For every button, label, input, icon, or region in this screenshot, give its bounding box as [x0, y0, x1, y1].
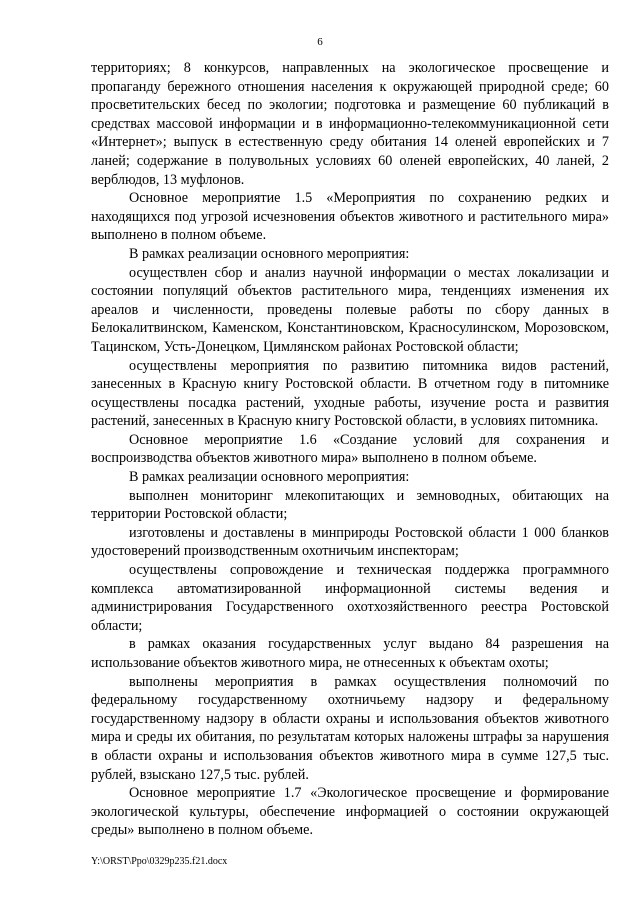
paragraph-monitoring: выполнен мониторинг млекопитающих и земноводных, обитающих на территории Ростовской области;: [91, 487, 609, 523]
footer-file-path: Y:\ORST\Ppo\0329p235.f21.docx: [91, 856, 228, 867]
paragraph-blank-forms: изготовлены и доставлены в минприроды Ростовской области 1 000 бланков удостоверений производственным охотничьим инспекторам;: [91, 524, 609, 560]
paragraph-supervision: выполнены мероприятия в рамках осуществления полномочий по федеральному государственному охотничьему надзору и федеральному государственному надзору в области охраны и использования объектов животного мира и среды их обитания, по результатам которых наложены штрафы за нарушения в области охраны и использования объектов животного мира в сумме 127,5 тыс. рублей, взыскано 127,5 тыс. рублей.: [91, 673, 609, 783]
paragraph-permits: в рамках оказания государственных услуг выдано 84 разрешения на использование объектов животного мира, не отнесенных к объектам охоты;: [91, 636, 609, 671]
paragraph-software-support: осуществлены сопровождение и техническая поддержка программного комплекса автоматизированной информационной системы ведения и администрирования Государственного охотхозяйственного реестра Ростовской области;: [91, 562, 609, 634]
paragraph-measure-1-7: Основное мероприятие 1.7 «Экологическое просвещение и формирование экологической культуры, обеспечение информацией о состоянии окружающей среды» выполнено в полном объеме.: [91, 785, 609, 839]
paragraph-implementation-intro: В рамках реализации основного мероприятия:: [129, 245, 410, 262]
document-body: [91, 59, 609, 840]
paragraph-implementation-intro-2: В рамках реализации основного мероприятия:: [129, 469, 410, 486]
page-number: 6: [317, 36, 323, 48]
paragraph-measure-1-5: Основное мероприятие 1.5 «Мероприятия по сохранению редких и находящихся под угрозой исчезновения объектов животного и растительного мира» выполнено в полном объеме.: [91, 190, 609, 244]
paragraph-measure-1-6: Основное мероприятие 1.6 «Создание условий для сохранения и воспроизводства объектов животного мира» выполнено в полном объеме.: [91, 431, 609, 467]
paragraph-continuation: территориях; 8 конкурсов, направленных на экологическое просвещение и пропаганду бережного отношения населения к окружающей природной среде; 60 просветительских бесед по экологии; подготовка и размещение 60 публикаций в средствах массовой информации и в информационно-телекоммуникационной сети «Интернет»; выпуск в естественную среду обитания 14 оленей европейских и 7 ланей; содержание в полувольных условиях 60 оленей европейских, 40 ланей, 2 верблюдов, 13 муфлонов.: [91, 60, 609, 188]
paragraph-nursery: осуществлены мероприятия по развитию питомника видов растений, занесенных в Красную книгу Ростовской области. В отчетном году в питомнике осуществлены посадка растений, уходные работы, изучение роста и развития растений, занесенных в Красную книгу Ростовской области, в условиях питомника.: [91, 357, 609, 430]
paragraph-data-collection: осуществлен сбор и анализ научной информации о местах локализации и состоянии популяций объектов растительного мира, тенденциях изменения их ареалов и численности, проведены полевые работы по сбору данных в Белокалитвинском, Каменском, Константиновском, Красносулинском, Морозовском, Тацинском, Усть-Донецком, Цимлянском районах Ростовской области;: [91, 264, 609, 355]
